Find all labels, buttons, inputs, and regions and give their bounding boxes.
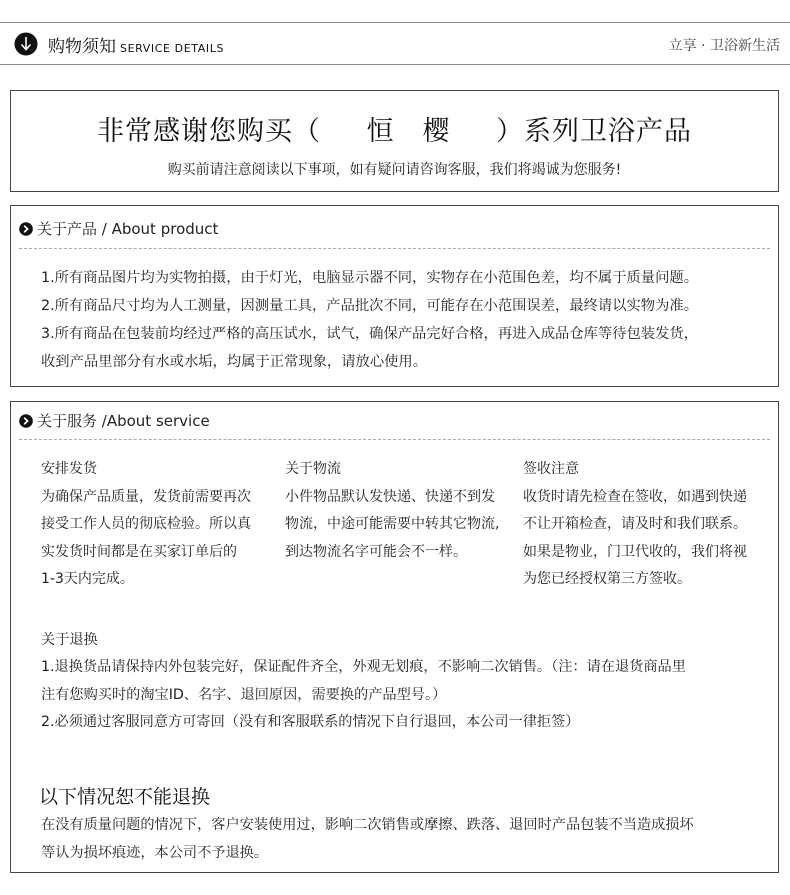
header-bar [0,22,790,65]
column-line: 为确保产品质量，发货前需要再次 [41,488,251,505]
chevron-right-circle-icon [19,414,33,428]
down-arrow-circle-icon [14,32,38,56]
column-line: 不让开箱检查，请及时和我们联系。 [523,516,747,532]
brand-name: 恒 樱 [366,116,451,147]
thanks-prefix: 非常感谢您购买（ [97,116,321,147]
no-return-title: 以下情况恕不能退换 [39,786,211,808]
column-line: 到达物流名字可能会不一样。 [285,543,467,560]
column-title: 签收注意 [523,461,579,477]
column-line: 实发货时间都是在买家订单后的 [41,543,237,560]
slogan: 立享 · 卫浴新生活 [668,38,780,54]
returns-line-2: 注有您购买时的淘宝ID、名字、退回原因，需要换的产品型号。） [41,687,447,703]
signing-column [523,456,747,594]
column-line: 1-3天内完成。 [41,571,134,587]
divider [19,439,770,440]
column-line: 小件物品默认发快递、快递不到发 [285,488,495,505]
about-service-heading-text: 关于服务 /About service [37,412,210,430]
about-product-heading [19,218,218,239]
thanks-subtitle: 购买前请注意阅读以下事项，如有疑问请咨询客服，我们将竭诚为您服务! [167,162,622,178]
column-title: 安排发货 [41,461,97,477]
thanks-box [10,90,779,192]
thanks-heading [11,109,778,148]
product-line-1: 1.所有商品图片均为实物拍摄，由于灯光，电脑显示器不同，实物存在小范围色差，均不属于质量问题。 [41,270,698,286]
page-title-cn: 购物须知 [48,37,116,57]
column-line: 收货时请先检查在签收，如遇到快递 [523,488,747,505]
column-line: 为您已经授权第三方签收。 [523,571,691,587]
column-line: 物流，中途可能需要中转其它物流, [285,516,500,532]
product-line-3: 3.所有商品在包装前均经过严格的高压试水，试气，确保产品完好合格，再进入成品仓库等待包装发货， [41,326,698,342]
page-title [48,32,224,57]
returns-line-3: 2.必须通过客服同意方可寄回（没有和客服联系的情况下自行退回，本公司一律拒签） [41,714,580,730]
page-title-en: SERVICE DETAILS [120,42,225,55]
product-line-2: 2.所有商品尺寸均为人工测量，因测量工具，产品批次不同，可能存在小范围误差，最终请以实物为准。 [41,298,698,314]
about-product-box [10,205,779,387]
about-product-heading-text: 关于产品 / About product [37,220,219,238]
about-service-box [10,401,779,873]
shipping-column [41,456,251,594]
column-title: 关于物流 [285,461,341,477]
thanks-suffix: ）系列卫浴产品 [496,116,692,147]
no-return-line-2: 等认为损坏痕迹，本公司不予退换。 [41,845,269,861]
chevron-right-circle-icon [19,222,33,236]
column-line: 如果是物业，门卫代收的，我们将视 [523,543,747,560]
column-line: 接受工作人员的彻底检验。所以真 [41,516,251,532]
no-return-line-1: 在没有质量问题的情况下，客户安装使用过，影响二次销售或摩擦、跌落、退回时产品包装不当造成损坏 [41,817,694,833]
returns-line-1: 1.退换货品请保持内外包装完好，保证配件齐全，外观无划痕，不影响二次销售。（注：请在退货商品里 [41,659,686,675]
product-line-4: 收到产品里部分有水或水垢，均属于正常现象，请放心使用。 [41,354,428,370]
returns-title: 关于退换 [41,632,98,648]
about-service-heading [19,410,210,431]
logistics-column [285,456,499,566]
divider [19,248,770,249]
